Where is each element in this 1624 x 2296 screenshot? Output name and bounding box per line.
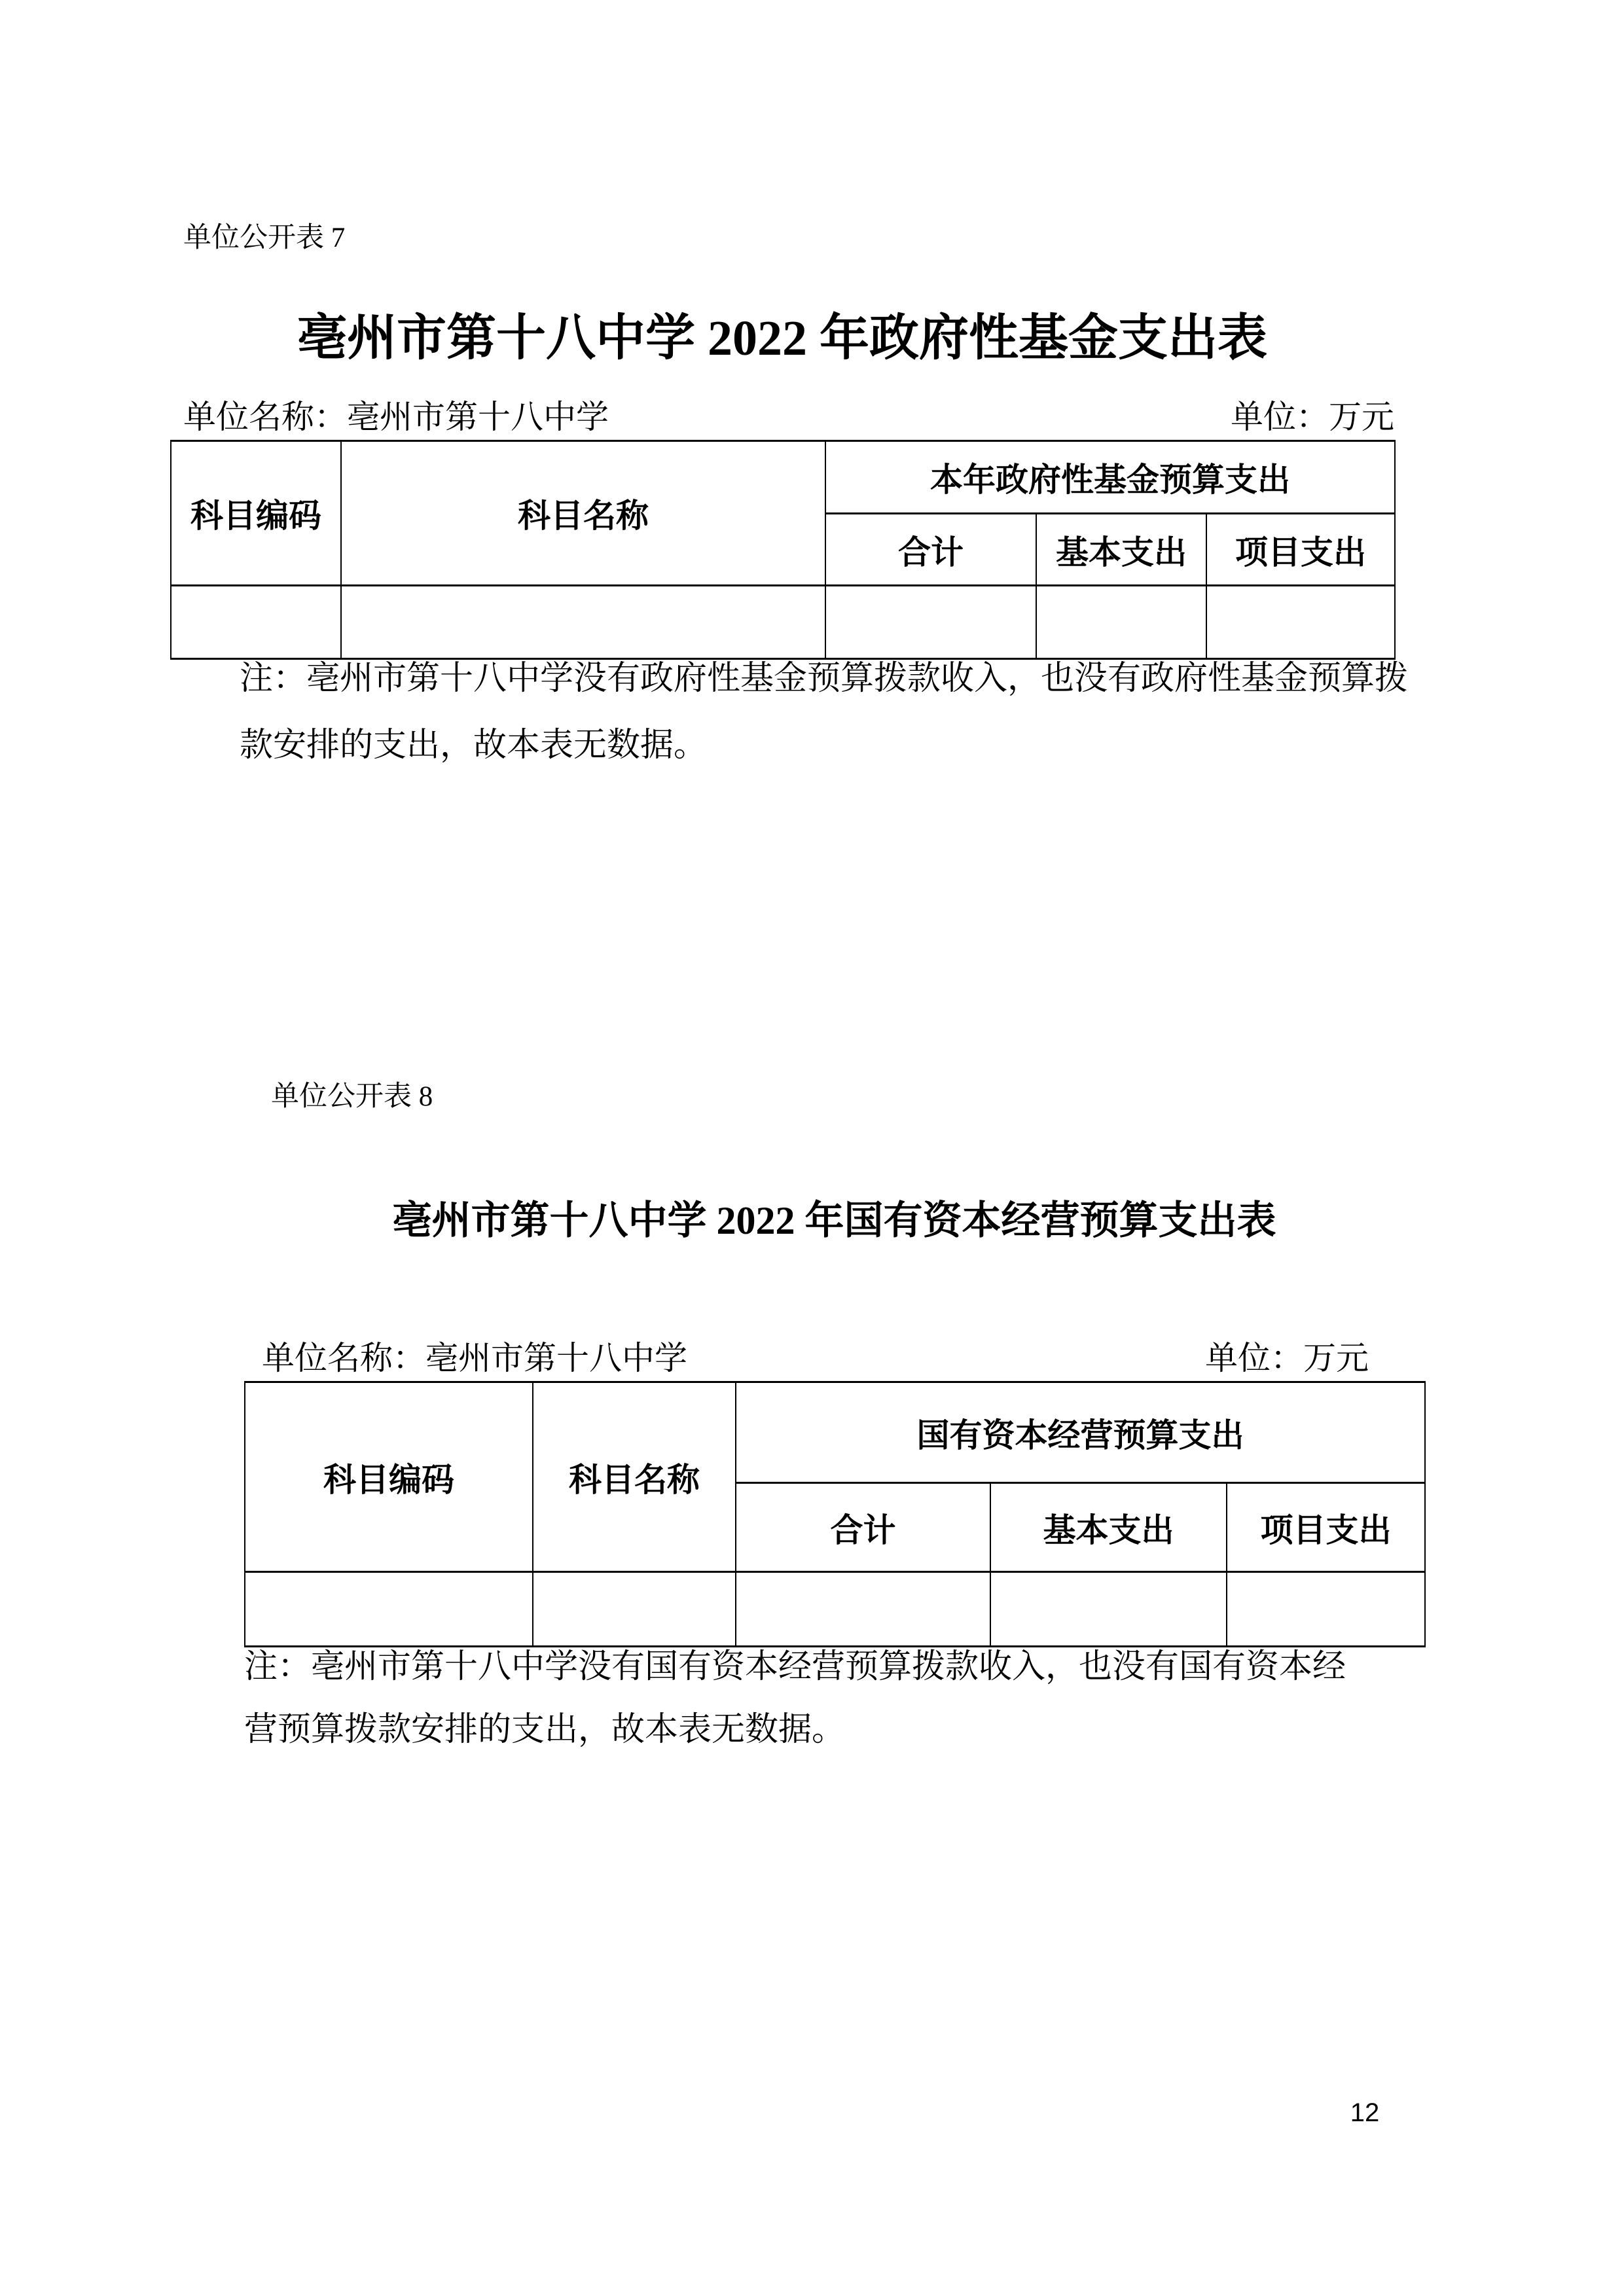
- empty-cell: [1227, 1572, 1425, 1647]
- table-title-state-capital: 亳州市第十八中学 2022 年国有资本经营预算支出表: [392, 1199, 1276, 1242]
- empty-cell: [171, 586, 341, 659]
- header-project-expenditure: 项目支出: [1227, 1483, 1425, 1572]
- empty-cell: [341, 586, 825, 659]
- note-line: 注：亳州市第十八中学没有国有资本经营预算拨款收入，也没有国有资本经: [244, 1649, 1346, 1685]
- header-subject-code: 科目编码: [171, 441, 341, 586]
- table-note-government-fund: [240, 660, 1418, 793]
- empty-cell: [1036, 586, 1206, 659]
- note-line: 款安排的支出，故本表无数据。: [240, 727, 708, 764]
- table-title-government-fund: 亳州市第十八中学 2022 年政府性基金支出表: [297, 311, 1267, 366]
- empty-cell: [825, 586, 1036, 659]
- state-capital-expenditure-table: [244, 1381, 1426, 1647]
- unit-info-row: [170, 395, 1394, 436]
- empty-cell: [1206, 586, 1395, 659]
- unit-name-label: 单位名称：亳州市第十八中学: [262, 1340, 687, 1376]
- table-row-empty: [245, 1572, 1425, 1647]
- unit-info-row: [244, 1335, 1424, 1377]
- unit-of-measure-label: 单位：万元: [1205, 1340, 1369, 1376]
- empty-cell: [990, 1572, 1227, 1647]
- header-subject-name: 科目名称: [341, 441, 825, 586]
- unit-name-label: 单位名称：亳州市第十八中学: [183, 399, 609, 435]
- header-total: 合计: [825, 514, 1036, 586]
- header-project-expenditure: 项目支出: [1206, 514, 1395, 586]
- header-subject-code: 科目编码: [245, 1382, 533, 1572]
- table-header-row: [245, 1382, 1425, 1483]
- header-group-government-fund: 本年政府性基金预算支出: [825, 441, 1395, 514]
- sheet-label-8: 单位公开表 8: [271, 1081, 433, 1112]
- header-subject-name: 科目名称: [533, 1382, 736, 1572]
- note-line: 营预算拨款安排的支出，故本表无数据。: [244, 1712, 846, 1748]
- sheet-label-7: 单位公开表 7: [183, 223, 346, 253]
- header-total: 合计: [736, 1483, 990, 1572]
- header-basic-expenditure: 基本支出: [990, 1483, 1227, 1572]
- empty-cell: [736, 1572, 990, 1647]
- table-header-row: [171, 441, 1395, 514]
- empty-cell: [245, 1572, 533, 1647]
- table-row-empty: [171, 586, 1395, 659]
- header-group-state-capital: 国有资本经营预算支出: [736, 1382, 1425, 1483]
- header-basic-expenditure: 基本支出: [1036, 514, 1206, 586]
- table-note-state-capital: [244, 1648, 1422, 1774]
- page-number: 12: [1350, 2098, 1380, 2127]
- government-fund-expenditure-table: [170, 440, 1396, 660]
- empty-cell: [533, 1572, 736, 1647]
- note-line: 注：亳州市第十八中学没有政府性基金预算拨款收入，也没有政府性基金预算拨: [240, 660, 1409, 697]
- unit-of-measure-label: 单位：万元: [1231, 399, 1394, 435]
